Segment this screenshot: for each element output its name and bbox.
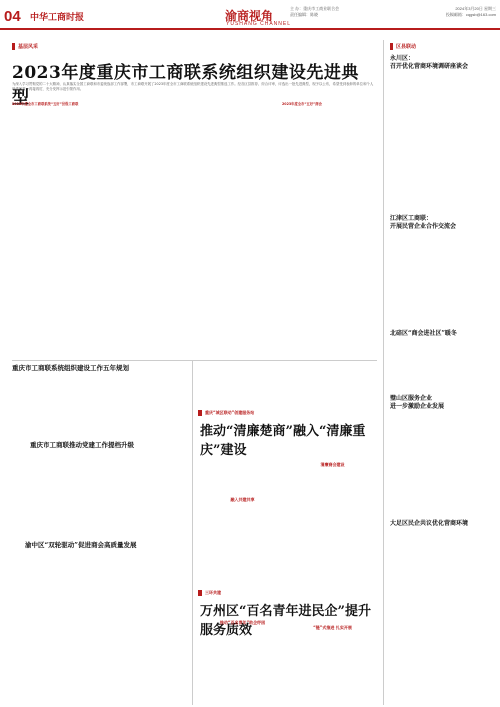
feature2-subhead-2: “链”式推进 扎实开展: [313, 625, 352, 630]
feature2-body-col2: [290, 633, 378, 703]
honor-list-2: [102, 100, 187, 355]
meta-date: 2024年3月20日 星期三: [455, 6, 496, 11]
honor-list-3: [192, 100, 277, 355]
feature-body-col2: [290, 470, 378, 585]
feature-tag: 重庆“城区联动”创建服务站: [205, 410, 255, 415]
article-body-2: [12, 452, 187, 532]
page-number: 04: [4, 8, 21, 25]
article-headline-1: 重庆市工商联系统组织建设工作五年规划: [12, 364, 129, 372]
sidebar-body-1: [390, 75, 495, 205]
feature-subhead: 清廉商会建设: [320, 462, 345, 467]
section-tag-right: 区县联动: [390, 43, 416, 50]
divider: [12, 360, 377, 361]
sidebar-body-5: [390, 532, 495, 702]
section-title: 渝商视角: [225, 9, 274, 23]
section-title-en: YUSHANG CHANNEL: [226, 21, 292, 27]
column-divider: [192, 360, 193, 705]
sidebar-title-1: 永川区： 召开优化营商环境调研座谈会: [390, 55, 469, 70]
header-meta: [290, 6, 496, 18]
feature2-tag: 三环共建: [205, 590, 221, 595]
meta-contact: 投稿邮箱：cqgsb@163.com: [445, 12, 496, 17]
sidebar-body-3: [390, 340, 495, 385]
honor-list-4: [282, 100, 372, 355]
meta-organizer: 主 办：重庆市工商业联合会: [290, 6, 340, 11]
feature-tag-bar: [198, 410, 202, 416]
feature2-tag-bar: [198, 590, 202, 596]
article-body-3: [12, 552, 187, 702]
feature-headline: 推动“清廉楚商”融入“清廉重庆”建设: [200, 424, 366, 458]
main-lead: 为深入学习贯彻党的二十大精神，认真落实全国工商联和市委统战部工作部署，市工商联开展了2023年度全市工商联系统组织建设先进典型推选工作。经各区县推荐、综合评审，评选出一批先进典型，现予以公布，希望受到表彰的单位和个人珍惜荣誉，再接再厉，充分发挥示范引领作用。: [12, 82, 374, 91]
sidebar-body-4: [390, 415, 495, 510]
honor-list-title: 2023年度全市工商联系统“五好”县级工商联: [12, 102, 79, 106]
article-headline-3: 渝中区“双轮驱动”促进商会高质量发展: [25, 541, 137, 549]
meta-editor: 责任编辑：陈晓: [290, 12, 318, 17]
honor-list-title-2: 2023年度全市“五好”商会: [282, 102, 322, 106]
feature2-subhead: 推动“百名青年”助企纾困: [219, 620, 266, 625]
feature2-headline: 万州区“百名青年进民企”提升服务质效: [200, 604, 371, 638]
sidebar-title-5: 大足区民企共议优化营商环境: [390, 520, 469, 527]
masthead: 中华工商时报: [30, 12, 85, 22]
sidebar-title-4: 璧山区服务企业 进一步激励企业发展: [390, 395, 445, 410]
honor-list-1: [12, 100, 97, 355]
feature-subhead-2: 融入共建共享: [230, 497, 255, 502]
article-body-1: [12, 373, 187, 435]
page-header: [0, 0, 500, 30]
main-headline: 2023年度重庆市工商联系统组织建设先进典型: [12, 63, 359, 108]
sidebar-title-3: 北碚区“商会进社区”暖冬: [390, 330, 457, 337]
section-tag-left: 基层风采: [12, 43, 38, 50]
feature-body-col1: [200, 440, 285, 585]
article-headline-2: 重庆市工商联推动党建工作提档升级: [30, 441, 134, 449]
sidebar-divider: [383, 40, 384, 705]
sidebar-body-2: [390, 235, 495, 320]
feature2-body-col1: [200, 628, 285, 703]
sidebar-title-2: 江津区工商联： 开展民营企业合作交流会: [390, 215, 457, 230]
